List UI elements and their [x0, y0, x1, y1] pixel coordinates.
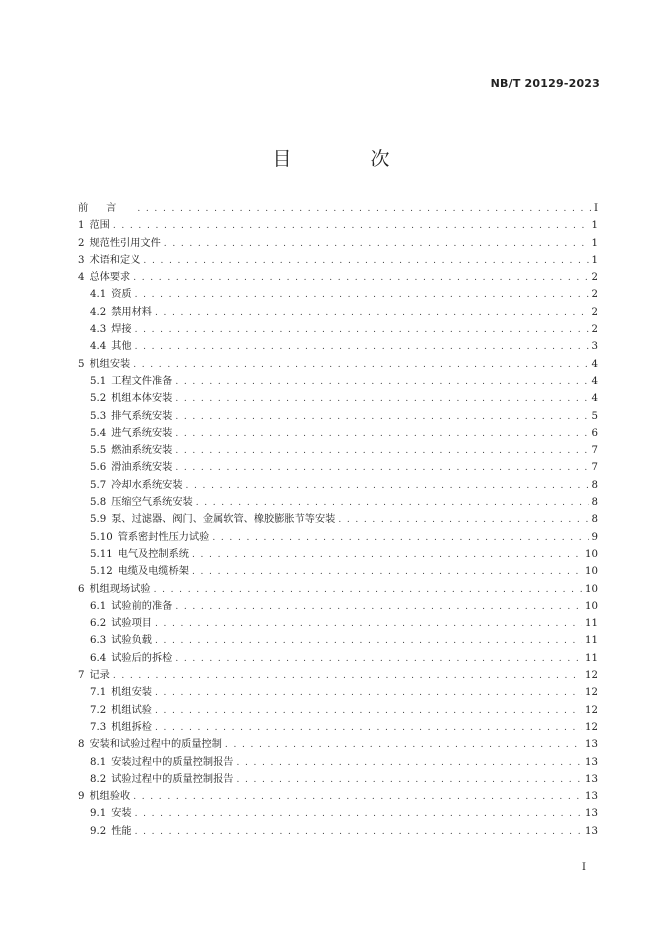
- toc-entry-page: 3: [591, 341, 598, 353]
- toc-entry[interactable]: [78, 407, 598, 424]
- toc-entry-number: 5.12: [90, 566, 113, 578]
- toc-entry-label: 机组验收: [89, 791, 131, 803]
- table-of-contents: [78, 199, 598, 839]
- toc-dot-leader: [135, 342, 589, 352]
- toc-entry-page: 5: [591, 410, 598, 422]
- toc-entry-number: 7: [78, 670, 85, 682]
- toc-entry[interactable]: [78, 804, 598, 821]
- toc-dot-leader: [175, 654, 582, 664]
- toc-entry-page: 13: [585, 773, 598, 785]
- toc-entry-page: 13: [585, 756, 598, 768]
- toc-dot-leader: [155, 723, 582, 733]
- toc-dot-leader: [113, 221, 589, 231]
- toc-entry-number: 6.1: [90, 600, 107, 612]
- toc-entry-page: 12: [585, 687, 598, 699]
- toc-entry-label: 安装: [111, 808, 132, 820]
- toc-entry-number: 5: [78, 358, 85, 370]
- toc-entry[interactable]: [78, 337, 598, 354]
- toc-dot-leader: [155, 706, 582, 716]
- toc-dot-leader: [137, 204, 591, 214]
- toc-entry-number: 4.3: [90, 324, 107, 336]
- toc-dot-leader: [186, 481, 589, 491]
- toc-entry-number: 5.8: [90, 497, 107, 509]
- toc-entry-number: 6.2: [90, 618, 107, 630]
- toc-entry-label: 性能: [111, 825, 132, 837]
- toc-entry-page: 7: [591, 445, 598, 457]
- toc-dot-leader: [192, 550, 582, 560]
- toc-entry-number: 9: [78, 791, 85, 803]
- toc-entry-label: 燃油系统安装: [111, 445, 173, 457]
- toc-dot-leader: [135, 325, 589, 335]
- toc-entry[interactable]: [78, 701, 598, 718]
- toc-entry[interactable]: [78, 199, 598, 216]
- toc-entry-number: 8: [78, 739, 85, 751]
- toc-entry-number: 5.2: [90, 393, 107, 405]
- toc-dot-leader: [133, 792, 582, 802]
- toc-dot-leader: [154, 585, 582, 595]
- toc-entry-label: 术语和定义: [89, 254, 141, 266]
- toc-entry[interactable]: [78, 787, 598, 804]
- toc-entry-page: 11: [585, 652, 598, 664]
- toc-entry-number: 5.6: [90, 462, 107, 474]
- toc-entry-label: 试验后的拆检: [111, 652, 173, 664]
- toc-entry-label: 记录: [89, 670, 110, 682]
- toc-entry[interactable]: [78, 320, 598, 337]
- toc-entry-label: 试验负载: [111, 635, 152, 647]
- toc-dot-leader: [135, 290, 589, 300]
- toc-entry[interactable]: [78, 735, 598, 752]
- toc-entry[interactable]: [78, 441, 598, 458]
- toc-entry-page: 2: [591, 289, 598, 301]
- toc-entry-number: 2: [78, 237, 85, 249]
- toc-dot-leader: [175, 602, 582, 612]
- toc-entry-label: 禁用材料: [111, 306, 152, 318]
- toc-entry-page: I: [593, 203, 598, 214]
- toc-entry-page: 2: [591, 272, 598, 284]
- toc-entry-page: 10: [585, 583, 598, 595]
- toc-entry-number: 8.2: [90, 773, 107, 785]
- toc-dot-leader: [175, 394, 588, 404]
- toc-entry[interactable]: [78, 753, 598, 770]
- toc-entry-page: 8: [591, 497, 598, 509]
- toc-entry[interactable]: [78, 580, 598, 597]
- toc-entry-label: 机组试验: [111, 704, 152, 716]
- toc-dot-leader: [338, 515, 588, 525]
- toc-dot-leader: [164, 239, 589, 249]
- toc-entry-label: 机组安装: [89, 358, 131, 370]
- toc-entry-number: 5.10: [90, 531, 113, 543]
- toc-entry-label: 进气系统安装: [111, 427, 173, 439]
- toc-entry-number: 1: [78, 220, 85, 232]
- toc-entry[interactable]: [78, 666, 598, 683]
- toc-entry-page: 4: [591, 375, 598, 387]
- toc-entry-label: 电缆及电缆桥架: [117, 566, 189, 578]
- toc-entry-page: 10: [585, 548, 598, 560]
- toc-entry-number: 4.2: [90, 306, 107, 318]
- toc-entry-page: 1: [591, 220, 598, 232]
- toc-entry[interactable]: [78, 510, 598, 527]
- toc-entry[interactable]: [78, 631, 598, 648]
- toc-entry[interactable]: [78, 614, 598, 631]
- toc-entry[interactable]: [78, 389, 598, 406]
- toc-entry[interactable]: [78, 268, 598, 285]
- toc-entry[interactable]: [78, 355, 598, 372]
- toc-entry-number: 6.4: [90, 652, 107, 664]
- toc-dot-leader: [175, 429, 588, 439]
- toc-entry-page: 13: [585, 825, 598, 837]
- toc-entry-label: 试验项目: [111, 618, 152, 630]
- toc-entry-label: 机组本体安装: [111, 393, 173, 405]
- toc-dot-leader: [236, 775, 582, 785]
- toc-entry-label: 试验前的准备: [111, 600, 173, 612]
- toc-entry-label: 安装和试验过程中的质量控制: [89, 739, 222, 751]
- toc-entry[interactable]: [78, 216, 598, 233]
- toc-entry-page: 7: [591, 462, 598, 474]
- toc-dot-leader: [155, 636, 582, 646]
- toc-entry[interactable]: [78, 528, 598, 545]
- toc-entry-number: 4.4: [90, 341, 107, 353]
- toc-entry[interactable]: [78, 476, 598, 493]
- toc-entry-label: 管系密封性压力试验: [117, 531, 210, 543]
- toc-entry-number: 6: [78, 583, 85, 595]
- toc-entry-page: 2: [591, 306, 598, 318]
- toc-entry-page: 1: [591, 237, 598, 249]
- toc-entry-page: 8: [591, 514, 598, 526]
- toc-entry-number: 5.11: [90, 548, 113, 560]
- toc-entry-label: 试验过程中的质量控制报告: [111, 773, 234, 785]
- toc-entry-page: 10: [585, 600, 598, 612]
- toc-entry-label: 范围: [89, 220, 110, 232]
- toc-dot-leader: [133, 360, 588, 370]
- toc-entry-number: 7.3: [90, 721, 107, 733]
- toc-dot-leader: [135, 827, 582, 837]
- toc-entry-page: 6: [591, 427, 598, 439]
- toc-entry[interactable]: [78, 493, 598, 510]
- toc-entry-page: 10: [585, 566, 598, 578]
- toc-entry[interactable]: [78, 251, 598, 268]
- toc-entry-number: 4.1: [90, 289, 107, 301]
- toc-entry[interactable]: [78, 649, 598, 666]
- toc-dot-leader: [196, 498, 589, 508]
- toc-dot-leader: [155, 308, 589, 318]
- toc-entry-number: 6.3: [90, 635, 107, 647]
- toc-entry-label: 电气及控制系统: [117, 548, 189, 560]
- toc-entry[interactable]: [78, 770, 598, 787]
- toc-entry-number: 5.7: [90, 479, 107, 491]
- toc-entry-label: 规范性引用文件: [89, 237, 161, 249]
- toc-dot-leader: [225, 740, 582, 750]
- toc-entry-label: 焊接: [111, 324, 132, 336]
- toc-dot-leader: [155, 619, 582, 629]
- toc-entry-label: 其他: [111, 341, 132, 353]
- toc-entry[interactable]: [78, 424, 598, 441]
- toc-entry[interactable]: [78, 718, 598, 735]
- toc-entry-page: 1: [591, 254, 598, 266]
- toc-dot-leader: [212, 533, 588, 543]
- toc-entry-number: 4: [78, 272, 85, 284]
- toc-entry-page: 13: [585, 808, 598, 820]
- toc-entry-page: 12: [585, 704, 598, 716]
- toc-entry-number: 7.2: [90, 704, 107, 716]
- toc-entry[interactable]: [78, 285, 598, 302]
- toc-entry-number: 3: [78, 254, 85, 266]
- toc-entry-label: 泵、过滤器、阀门、金属软管、橡胶膨胀节等安装: [111, 514, 336, 526]
- toc-entry-page: 4: [591, 358, 598, 370]
- toc-dot-leader: [175, 463, 588, 473]
- page-number: I: [582, 862, 586, 873]
- toc-entry-page: 12: [585, 670, 598, 682]
- toc-dot-leader: [236, 758, 582, 768]
- toc-entry-number: 5.3: [90, 410, 107, 422]
- toc-entry-label: 冷却水系统安装: [111, 479, 183, 491]
- toc-dot-leader: [133, 273, 588, 283]
- toc-entry-label: 机组拆检: [111, 721, 152, 733]
- toc-dot-leader: [175, 377, 588, 387]
- toc-entry[interactable]: [78, 822, 598, 839]
- toc-entry-page: 2: [591, 324, 598, 336]
- toc-entry[interactable]: [78, 372, 598, 389]
- toc-entry-label: 前言: [78, 203, 135, 214]
- document-code: NB/T 20129-2023: [490, 77, 600, 90]
- toc-entry-label: 机组安装: [111, 687, 152, 699]
- toc-dot-leader: [175, 412, 588, 422]
- toc-entry[interactable]: [78, 458, 598, 475]
- toc-entry-label: 总体要求: [89, 272, 131, 284]
- toc-entry[interactable]: [78, 562, 598, 579]
- toc-entry-label: 机组现场试验: [89, 583, 151, 595]
- toc-entry-label: 安装过程中的质量控制报告: [111, 756, 234, 768]
- toc-entry-number: 5.1: [90, 375, 107, 387]
- toc-entry-number: 9.2: [90, 825, 107, 837]
- toc-dot-leader: [175, 446, 588, 456]
- toc-entry-label: 工程文件准备: [111, 375, 173, 387]
- toc-dot-leader: [143, 256, 588, 266]
- toc-entry-label: 滑油系统安装: [111, 462, 173, 474]
- toc-entry-label: 资质: [111, 289, 132, 301]
- toc-entry[interactable]: [78, 545, 598, 562]
- toc-entry[interactable]: [78, 683, 598, 700]
- toc-dot-leader: [155, 688, 582, 698]
- toc-entry-page: 11: [585, 618, 598, 630]
- toc-entry-label: 压缩空气系统安装: [111, 497, 193, 509]
- toc-entry-number: 8.1: [90, 756, 107, 768]
- toc-entry-page: 9: [591, 531, 598, 543]
- toc-entry-page: 12: [585, 721, 598, 733]
- toc-entry-page: 13: [585, 791, 598, 803]
- toc-entry-number: 9.1: [90, 808, 107, 820]
- toc-entry[interactable]: [78, 597, 598, 614]
- toc-entry-number: 5.9: [90, 514, 107, 526]
- toc-entry-page: 4: [591, 393, 598, 405]
- toc-entry-number: 5.4: [90, 427, 107, 439]
- toc-entry-label: 排气系统安装: [111, 410, 173, 422]
- page-title: 目 次: [272, 148, 420, 170]
- toc-dot-leader: [135, 809, 582, 819]
- toc-dot-leader: [113, 671, 582, 681]
- toc-entry-page: 8: [591, 479, 598, 491]
- toc-entry-number: 7.1: [90, 687, 107, 699]
- toc-entry-number: 5.5: [90, 445, 107, 457]
- toc-dot-leader: [192, 567, 582, 577]
- toc-entry[interactable]: [78, 303, 598, 320]
- toc-entry-page: 13: [585, 739, 598, 751]
- toc-entry[interactable]: [78, 234, 598, 251]
- toc-entry-page: 11: [585, 635, 598, 647]
